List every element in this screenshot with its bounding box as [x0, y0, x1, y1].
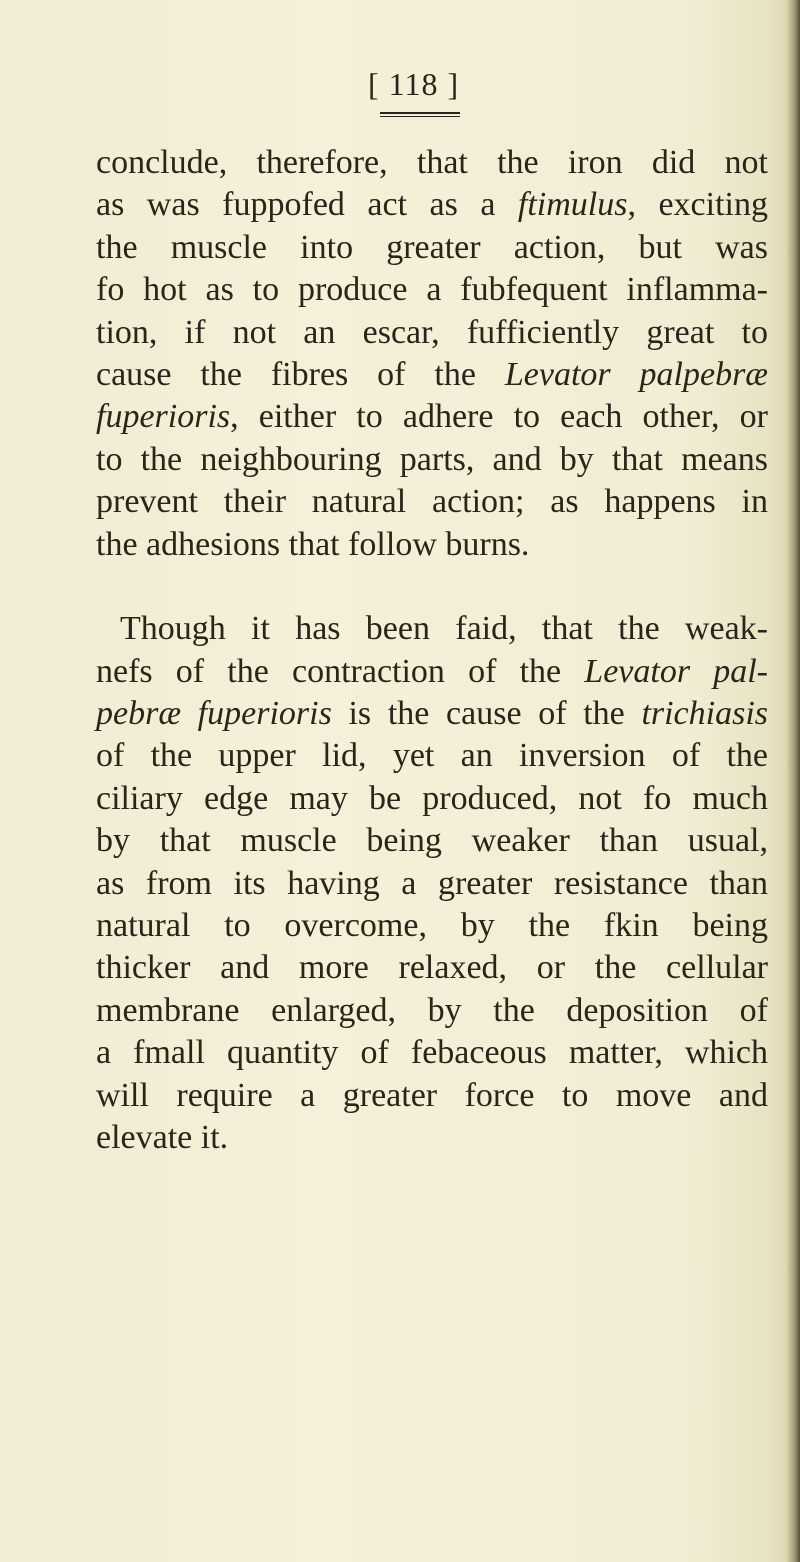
text-run: by that muscle being weaker than usual,	[96, 822, 768, 860]
text-line	[96, 1117, 768, 1159]
text-run: fo hot as to produce a fubfequent inflamma-	[96, 271, 768, 309]
text-line	[96, 184, 768, 226]
page-edge-shadow	[786, 0, 800, 1562]
text-run: will require a greater force to move and	[96, 1076, 768, 1114]
text-run: cause the fibres of the	[96, 355, 505, 393]
text-line	[96, 1032, 768, 1074]
header-rule	[380, 112, 460, 117]
text-run: is the cause of the	[331, 695, 642, 733]
text-run: , either to adhere to each other, or	[230, 398, 768, 436]
text-run: membrane enlarged, by the deposition of	[96, 991, 768, 1029]
paragraph	[96, 142, 768, 566]
text-line	[96, 651, 768, 693]
text-line	[96, 227, 768, 269]
text-line	[96, 269, 768, 311]
italic-term: fuperioris	[96, 398, 231, 436]
text-run: conclude, therefore, that the iron did not	[96, 144, 768, 181]
text-run: to the neighbouring parts, and by that means	[96, 440, 768, 478]
text-run: as from its having a greater resistance than	[96, 864, 768, 902]
text-line	[96, 608, 768, 650]
text-line	[96, 863, 768, 905]
italic-term: Levator pal-	[584, 652, 768, 690]
text-line	[96, 990, 768, 1032]
text-line	[96, 820, 768, 862]
page-number: [ 118 ]	[368, 66, 460, 102]
italic-term: ftimulus	[517, 186, 628, 224]
text-run: natural to overcome, by the fkin being	[96, 907, 768, 945]
text-run: prevent their natural action; as happens in	[96, 483, 768, 521]
italic-term: pebræ fuperioris	[96, 695, 332, 733]
italic-term: trichiasis	[641, 695, 769, 733]
paragraph-gap	[96, 566, 768, 608]
text-line	[96, 693, 768, 735]
body-text	[96, 142, 768, 1159]
text-run: Though it has been faid, that the weak-	[120, 610, 768, 648]
text-line	[96, 735, 768, 777]
text-line	[96, 439, 768, 481]
text-line	[96, 778, 768, 820]
text-line	[96, 947, 768, 989]
text-run: ciliary edge may be produced, not fo much	[96, 779, 768, 817]
text-line	[96, 1075, 768, 1117]
paragraph	[96, 608, 768, 1159]
text-run: the muscle into greater action, but was	[96, 228, 768, 266]
text-line	[96, 142, 768, 184]
text-run: the adhesions that follow burns.	[96, 525, 530, 563]
text-line	[96, 524, 768, 566]
text-run: thicker and more relaxed, or the cellular	[96, 949, 768, 987]
text-line	[96, 481, 768, 523]
text-line	[96, 354, 768, 396]
text-line	[96, 312, 768, 354]
text-line	[96, 396, 768, 438]
text-run: a fmall quantity of febaceous matter, which	[96, 1034, 768, 1072]
text-run: tion, if not an escar, fufficiently great to	[96, 313, 768, 351]
text-run: elevate it.	[96, 1118, 229, 1156]
text-run: , exciting	[627, 186, 768, 224]
text-run: nefs of the contraction of the	[96, 652, 585, 690]
text-run: of the upper lid, yet an inversion of the	[96, 737, 768, 775]
italic-term: Levator palpebræ	[504, 355, 768, 393]
text-run: as was fuppofed act as a	[96, 186, 518, 224]
text-line	[96, 905, 768, 947]
